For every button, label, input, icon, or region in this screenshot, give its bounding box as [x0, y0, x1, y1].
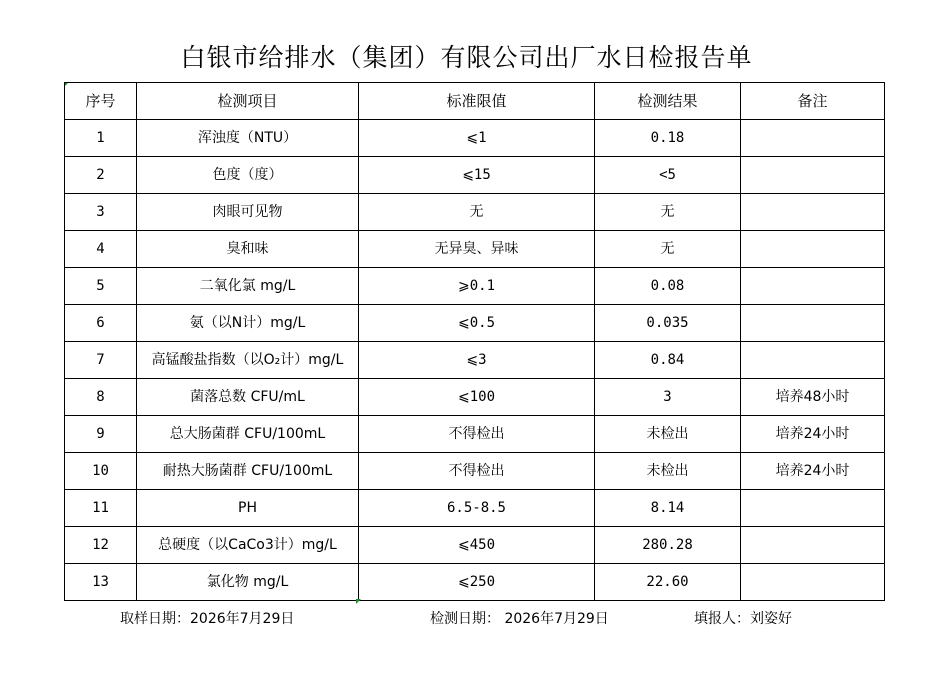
- table-row: [65, 527, 885, 564]
- cell-no: 9: [65, 416, 137, 453]
- cell-item: 高锰酸盐指数（以O₂计）mg/L: [137, 342, 359, 379]
- cell-limit: ⩽450: [359, 527, 595, 564]
- cell-item: 肉眼可见物: [137, 194, 359, 231]
- cell-note: [741, 194, 885, 231]
- cell-item: 色度（度）: [137, 157, 359, 194]
- cell-note: 培养24小时: [741, 416, 885, 453]
- cell-result: 未检出: [595, 416, 741, 453]
- header-limit: 标准限值: [359, 83, 595, 120]
- cell-note: [741, 527, 885, 564]
- sample-date: 取样日期：2026年7月29日: [120, 611, 295, 627]
- cell-note: [741, 490, 885, 527]
- cell-limit: ⩽3: [359, 342, 595, 379]
- cell-note: 培养24小时: [741, 453, 885, 490]
- table-row: [65, 342, 885, 379]
- test-date: 检测日期： 2026年7月29日: [430, 611, 609, 627]
- cell-note: [741, 120, 885, 157]
- cell-no: 4: [65, 231, 137, 268]
- cell-item: 氨（以N计）mg/L: [137, 305, 359, 342]
- table-row: [65, 379, 885, 416]
- cell-note: [741, 231, 885, 268]
- cell-result: 3: [595, 379, 741, 416]
- table-row: [65, 564, 885, 601]
- cell-item: 总大肠菌群 CFU/100mL: [137, 416, 359, 453]
- cell-limit: 无异臭、异味: [359, 231, 595, 268]
- cell-item: 二氧化氯 mg/L: [137, 268, 359, 305]
- table-row: [65, 157, 885, 194]
- cell-no: 3: [65, 194, 137, 231]
- cell-no: 13: [65, 564, 137, 601]
- cell-note: [741, 564, 885, 601]
- cell-no: 5: [65, 268, 137, 305]
- header-no: 序号: [65, 83, 137, 120]
- cell-limit: 6.5-8.5: [359, 490, 595, 527]
- cell-limit: ⩽1: [359, 120, 595, 157]
- cell-item: 耐热大肠菌群 CFU/100mL: [137, 453, 359, 490]
- cell-result: <5: [595, 157, 741, 194]
- cell-result: 280.28: [595, 527, 741, 564]
- cell-item: 臭和味: [137, 231, 359, 268]
- table-header-row: [65, 83, 885, 120]
- report-title: 白银市给排水（集团）有限公司出厂水日检报告单: [180, 43, 753, 72]
- table-row: [65, 231, 885, 268]
- cell-item: 氯化物 mg/L: [137, 564, 359, 601]
- table-row: [65, 120, 885, 157]
- reporter: 填报人：刘姿好: [694, 611, 792, 627]
- cell-no: 12: [65, 527, 137, 564]
- cell-result: 无: [595, 231, 741, 268]
- cell-limit: 不得检出: [359, 453, 595, 490]
- cell-note: [741, 342, 885, 379]
- cell-result: 0.035: [595, 305, 741, 342]
- cell-result: 无: [595, 194, 741, 231]
- report-table: [64, 82, 885, 601]
- table-row: [65, 305, 885, 342]
- header-item: 检测项目: [137, 83, 359, 120]
- cell-item: 浑浊度（NTU）: [137, 120, 359, 157]
- table-row: [65, 194, 885, 231]
- header-note: 备注: [741, 83, 885, 120]
- cell-result: 0.18: [595, 120, 741, 157]
- cell-item: 菌落总数 CFU/mL: [137, 379, 359, 416]
- cell-result: 0.84: [595, 342, 741, 379]
- cell-no: 11: [65, 490, 137, 527]
- cell-no: 1: [65, 120, 137, 157]
- cell-no: 10: [65, 453, 137, 490]
- cell-no: 7: [65, 342, 137, 379]
- table-row: [65, 490, 885, 527]
- cell-no: 6: [65, 305, 137, 342]
- header-result: 检测结果: [595, 83, 741, 120]
- cell-note: 培养48小时: [741, 379, 885, 416]
- cell-result: 未检出: [595, 453, 741, 490]
- cell-no: 8: [65, 379, 137, 416]
- table-row: [65, 416, 885, 453]
- cell-result: 22.60: [595, 564, 741, 601]
- cell-note: [741, 268, 885, 305]
- cell-no: 2: [65, 157, 137, 194]
- cell-note: [741, 157, 885, 194]
- table-row: [65, 453, 885, 490]
- cell-limit: ⩽250: [359, 564, 595, 601]
- cell-marker-icon: [356, 599, 361, 604]
- cell-result: 8.14: [595, 490, 741, 527]
- cell-note: [741, 305, 885, 342]
- cell-limit: ⩾0.1: [359, 268, 595, 305]
- cell-limit: 无: [359, 194, 595, 231]
- cell-limit: ⩽100: [359, 379, 595, 416]
- cell-limit: ⩽0.5: [359, 305, 595, 342]
- cell-limit: ⩽15: [359, 157, 595, 194]
- cell-item: PH: [137, 490, 359, 527]
- cell-limit: 不得检出: [359, 416, 595, 453]
- cell-item: 总硬度（以CaCo3计）mg/L: [137, 527, 359, 564]
- cell-result: 0.08: [595, 268, 741, 305]
- table-row: [65, 268, 885, 305]
